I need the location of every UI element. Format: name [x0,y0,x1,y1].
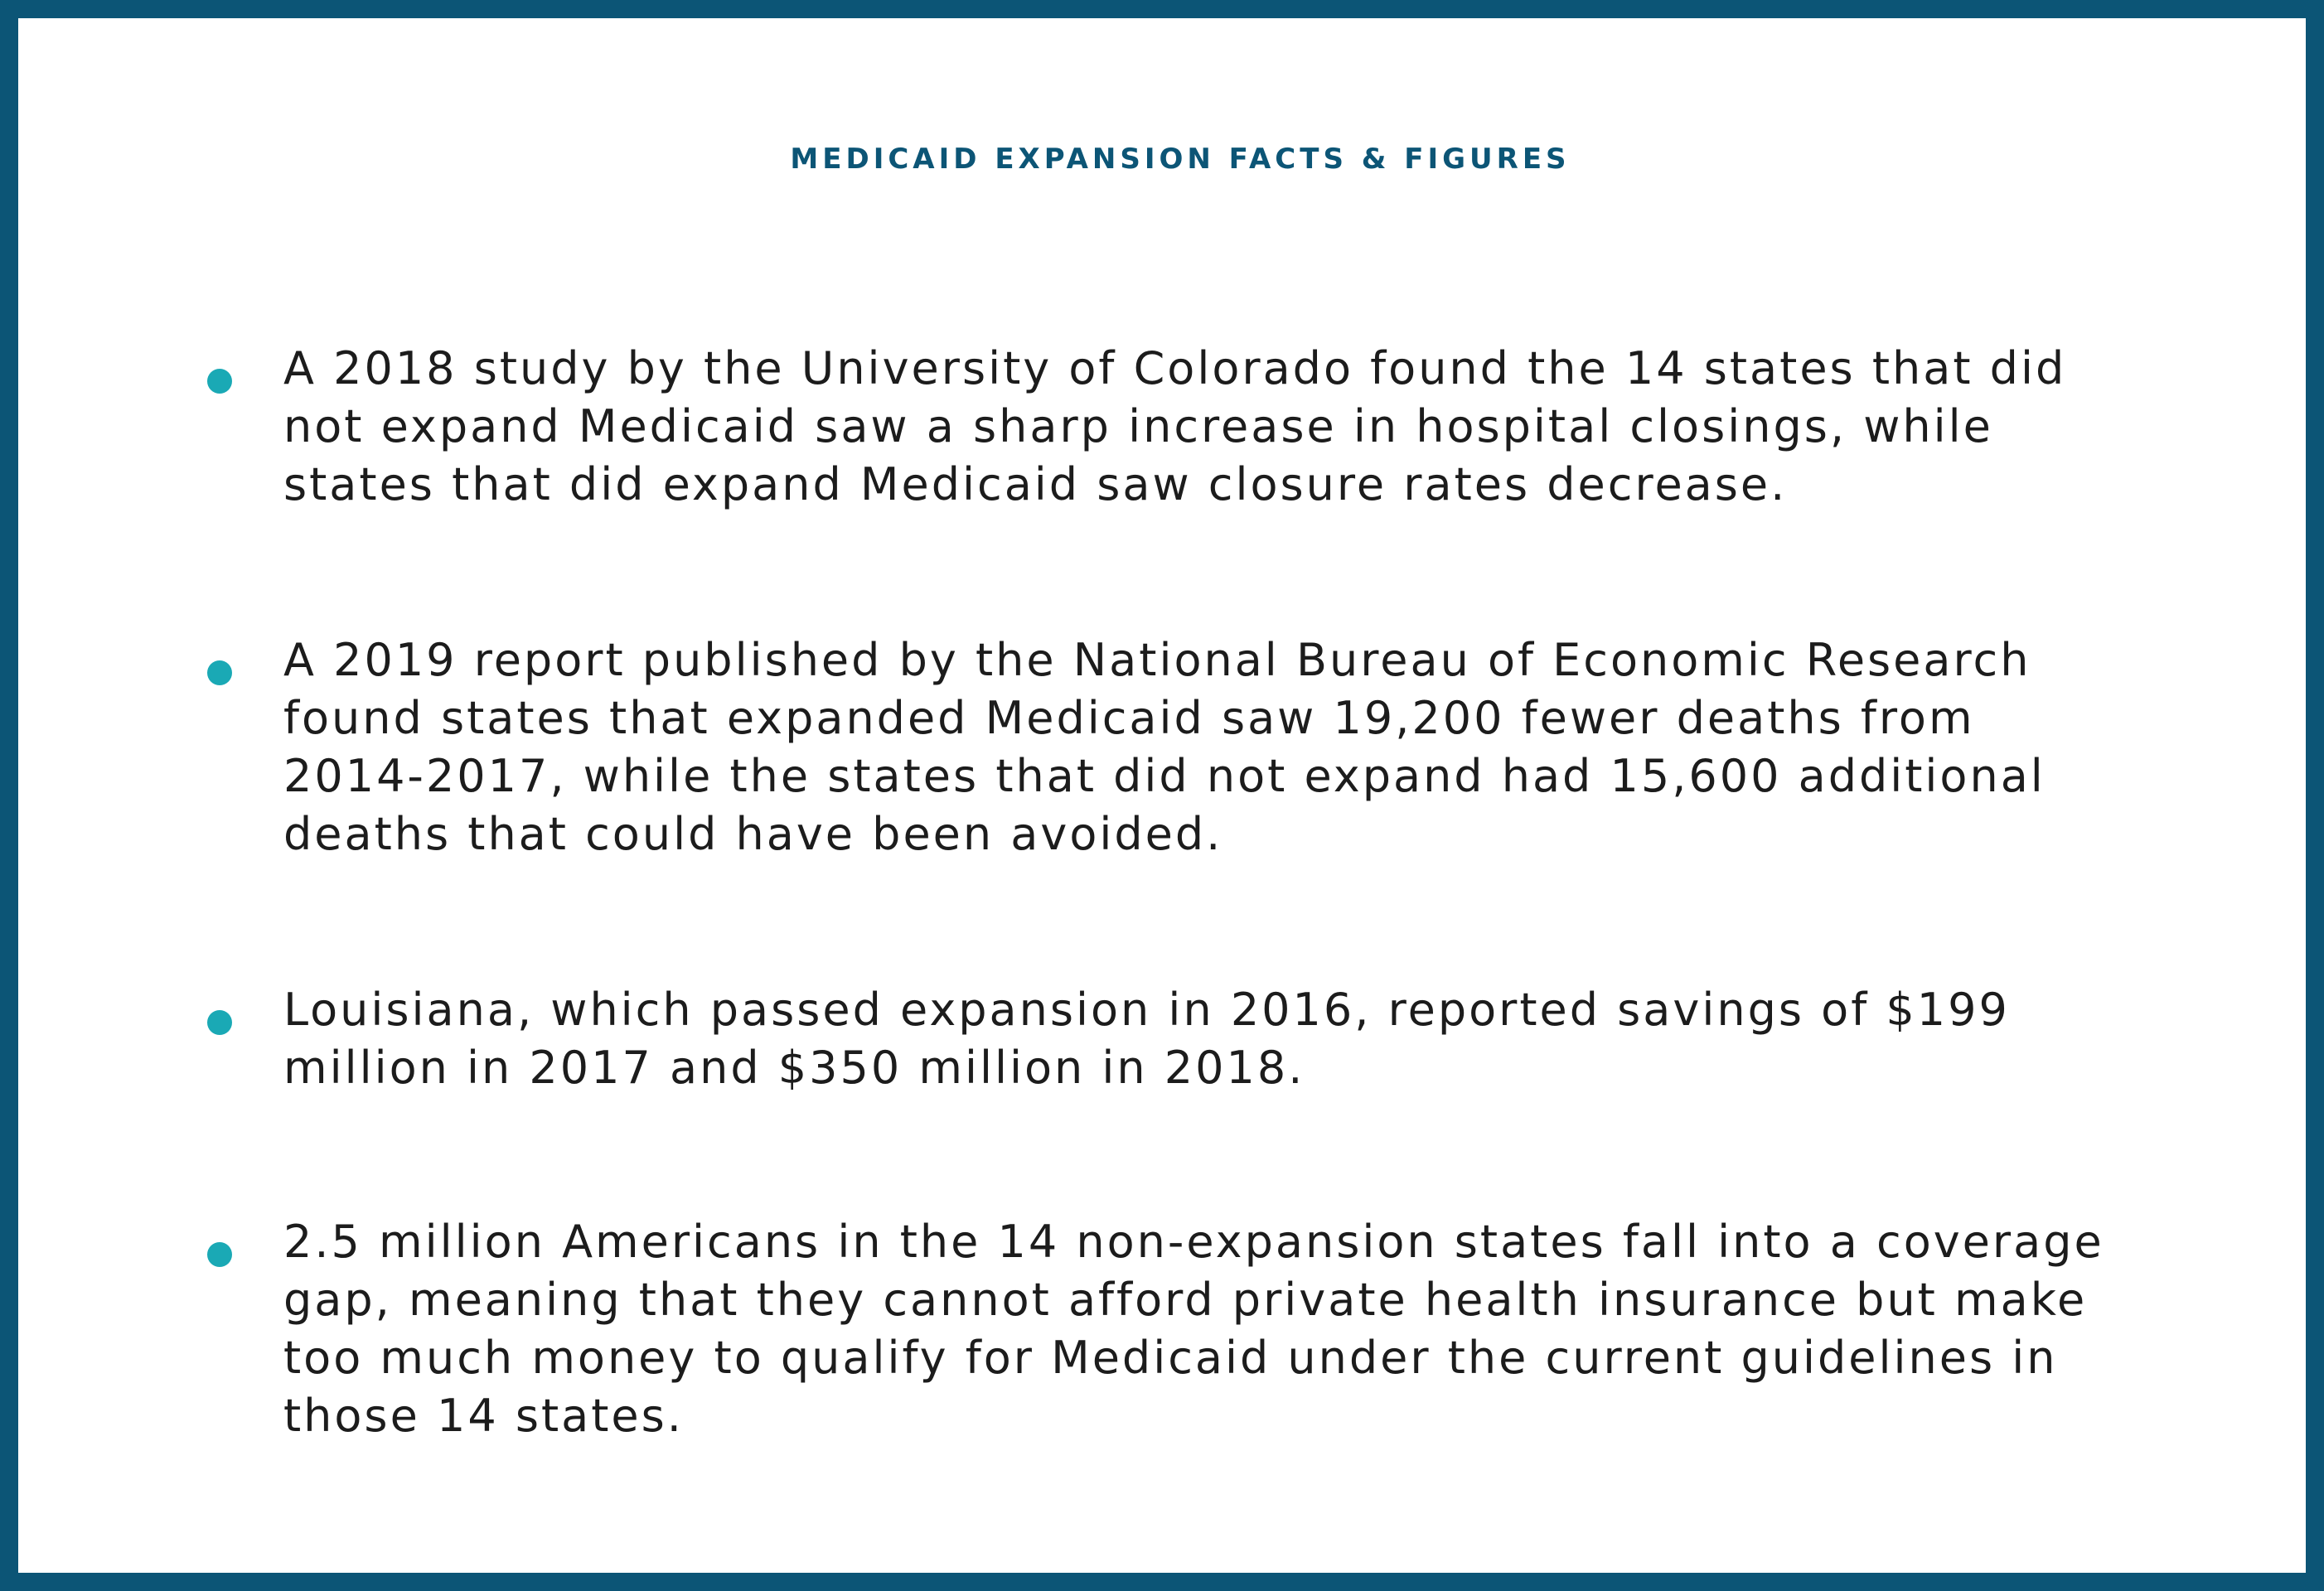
fact-line: 2014-2017, while the states that did not expand had 15,600 additional [283,750,2046,802]
bullet-dot-icon [207,660,232,685]
fact-line: 2.5 million Americans in the 14 non-expansion states fall into a coverage [283,1216,2104,1268]
fact-line: not expand Medicaid saw a sharp increase in hospital closings, while [283,400,1993,452]
page-title: MEDICAID EXPANSION FACTS & FIGURES [790,143,1571,176]
fact-line: those 14 states. [283,1390,684,1442]
fact-line: found states that expanded Medicaid saw 19,200 fewer deaths from [283,692,1975,744]
bullet-dot-icon [207,369,232,394]
bullet-dot-icon [207,1242,232,1267]
fact-line: A 2019 report published by the National Bureau of Economic Research [283,634,2031,686]
bullet-dot-icon [207,1010,232,1035]
fact-line: A 2018 study by the University of Colorado found the 14 states that did [283,342,2067,394]
fact-line: million in 2017 and $350 million in 2018. [283,1042,1305,1094]
fact-line: Louisiana, which passed expansion in 2016, reported savings of $199 [283,984,2010,1036]
fact-line: states that did expand Medicaid saw closure rates decrease. [283,458,1788,510]
fact-line: too much money to qualify for Medicaid under the current guidelines in [283,1332,2058,1384]
fact-line: gap, meaning that they cannot afford private health insurance but make [283,1274,2088,1326]
fact-line: deaths that could have been avoided. [283,808,1223,860]
